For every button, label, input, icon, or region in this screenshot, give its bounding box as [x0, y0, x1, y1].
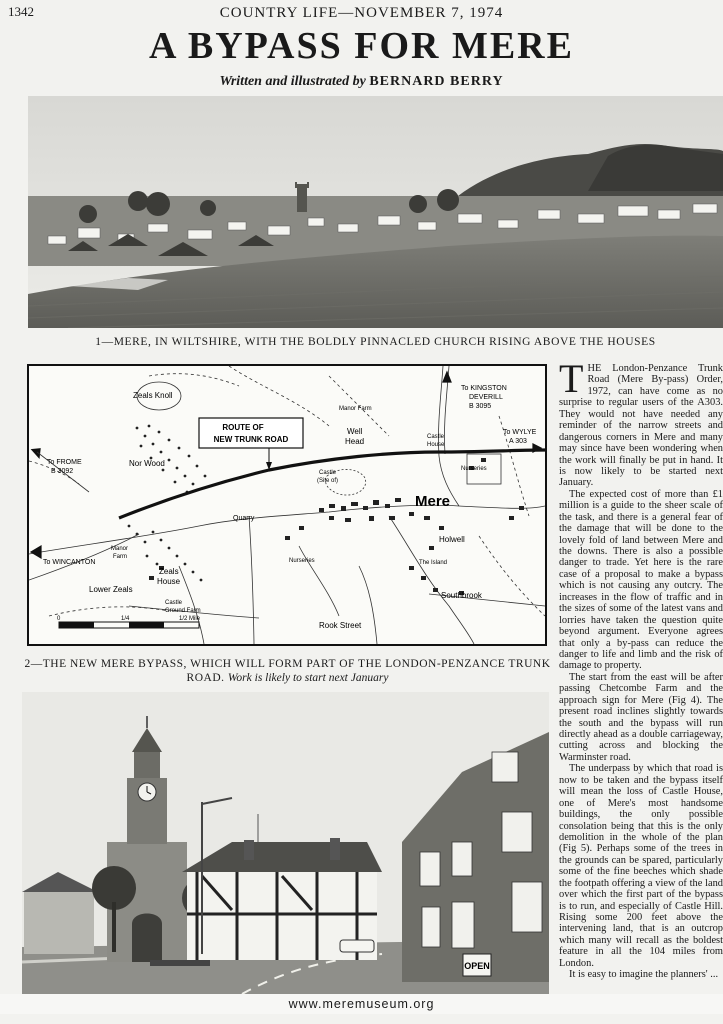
drop-cap: T — [559, 356, 584, 401]
page-number: 1342 — [8, 4, 34, 19]
shop-open-sign: OPEN — [464, 961, 490, 971]
article-paragraph-3: The start from the east will be after passing Chetcombe Farm and the approach sign for Mere (Fig 4). The present road inclines slightly towards the south and the bypass will run directly ahead as a double carriageway, cutting across and blocking the Warminster road. — [559, 671, 723, 763]
map-holwell: Holwell — [439, 535, 465, 544]
map-town-mere: Mere — [415, 493, 451, 510]
map-the-island: The Island — [419, 560, 448, 566]
map-a303: A 303 — [509, 438, 527, 445]
article-body — [559, 356, 723, 981]
map-route-label-line2: NEW TRUNK ROAD — [213, 435, 289, 444]
map-scale-zero: 0 — [57, 616, 61, 622]
figure-1-caption: 1—MERE, IN WILTSHIRE, WITH THE BOLDLY PINNACLED CHURCH RISING ABOVE THE HOUSES — [95, 336, 656, 348]
street-illustration — [22, 692, 549, 994]
map-to-frome: To FROME — [47, 459, 82, 466]
map-zeals-house-2: House — [157, 577, 181, 586]
map-to-wincanton: To WINCANTON — [43, 559, 96, 566]
map-to-kingston: To KINGSTON — [461, 385, 507, 392]
map-rook-street: Rook Street — [319, 621, 362, 630]
map-zeals-house: Zeals — [159, 567, 179, 576]
map-nor-wood: Nor Wood — [129, 459, 165, 468]
article-paragraph-5: It is easy to imagine the planners' ... — [569, 969, 719, 981]
mere-panorama-photo — [28, 96, 723, 328]
mere-street-photo — [22, 692, 549, 994]
article-title: A BYPASS FOR MERE — [149, 25, 574, 67]
map-scale-quarter: 1/4 — [121, 616, 130, 622]
figure-2-caption — [20, 657, 555, 685]
map-manor-farm-west: Manor — [111, 546, 129, 552]
article-paragraph-2: The expected cost of more than £1 million is a guide to the sheer scale of the task, and there is a general fear of the damage that will be done to the lovely fold of land between Mere and the downs. There is also a possible danger to trade. Yet here is the rare case of a proposal to make a bypass which is not causing any outcry. The increases in the flow of traffic and in the sizes of some of the latest vans and lorries have taken the question quite beyond argument. Everyone agrees that only a by-pass can reduce the danger to life and limb and the risk of damage to property. — [559, 488, 723, 672]
map-nurseries-east: Nurseries — [461, 466, 487, 472]
map-quarry: Quarry — [233, 515, 255, 522]
byline — [0, 74, 723, 90]
map-castle-site-2: (Site of) — [317, 478, 339, 484]
map-scale-half-mile: 1/2 Mile — [179, 616, 201, 622]
map-castle-ground-2: Ground Farm — [165, 608, 201, 614]
map-castle-ground: Castle — [165, 600, 183, 606]
article-paragraph-1 — [559, 356, 723, 489]
map-lower-zeals: Lower Zeals — [89, 585, 133, 594]
map-manor-farm-west-2: Farm — [113, 554, 127, 560]
map-nurseries-south: Nurseries — [289, 558, 315, 564]
map-route-label-line1: ROUTE OF — [222, 423, 264, 432]
masthead: COUNTRY LIFE—NOVEMBER 7, 1974 — [219, 5, 504, 21]
map-head-label: Head — [345, 437, 365, 446]
byline-author: BERNARD BERRY — [369, 74, 504, 89]
map-illustration — [29, 366, 545, 644]
panorama-illustration — [28, 96, 723, 328]
figure-2-caption-note: Work is likely to start next January — [227, 672, 389, 684]
map-southbrook: Southbrook — [441, 591, 482, 600]
map-b3095: B 3095 — [469, 403, 492, 410]
bypass-route-map — [27, 364, 547, 646]
map-castle-house-2: House — [427, 442, 445, 448]
map-castle-house: Castle — [427, 434, 445, 440]
map-castle-site: Castle — [319, 470, 337, 476]
figure-2-caption-main: 2—THE NEW MERE BYPASS, WHICH WILL FORM PART OF THE LONDON-PENZANCE TRUNK ROAD. — [24, 658, 551, 684]
paragraph-text: HE London-Penzance Trunk Road (Mere By-pass) Order, 1972, can have come as no surprise to regular users of the A303. They would not have needed any reminder of the narrow streets and dangerous corners in Mere and many may since have been wondering when the work will finally be put in hand. It is now likely to be started next January. — [559, 363, 723, 489]
byline-prefix: Written and illustrated by — [219, 74, 366, 89]
map-well-label: Well — [347, 427, 363, 436]
map-zeals-knoll: Zeals Knoll — [133, 391, 173, 400]
map-b3092: B 3092 — [51, 468, 74, 475]
map-manor-farm: Manor Farm — [339, 406, 372, 412]
map-to-wylye: To WYLYE — [503, 429, 537, 436]
museum-url-footer: www.meremuseum.org — [0, 994, 723, 1014]
article-paragraph-4: The underpass by which that road is now to be taken and the bypass itself will mean the loss of Castle House, one of Mere's most handsome buildings, the only possible consolation being that this is the only demolition in the whole of the plan (Fig 5). Perhaps some of the trees in the grounds can be spared, particularly some of the fine beeches which shade the footpath offering a view of the land over which the first part of the bypass is to run, and especially of Castle Hill. Rising some 200 feet above the intervening land, that is an outcrop which many will recall as the boldest feature in all the 104 miles from London. — [559, 763, 723, 969]
map-deverill: DEVERILL — [469, 394, 503, 401]
